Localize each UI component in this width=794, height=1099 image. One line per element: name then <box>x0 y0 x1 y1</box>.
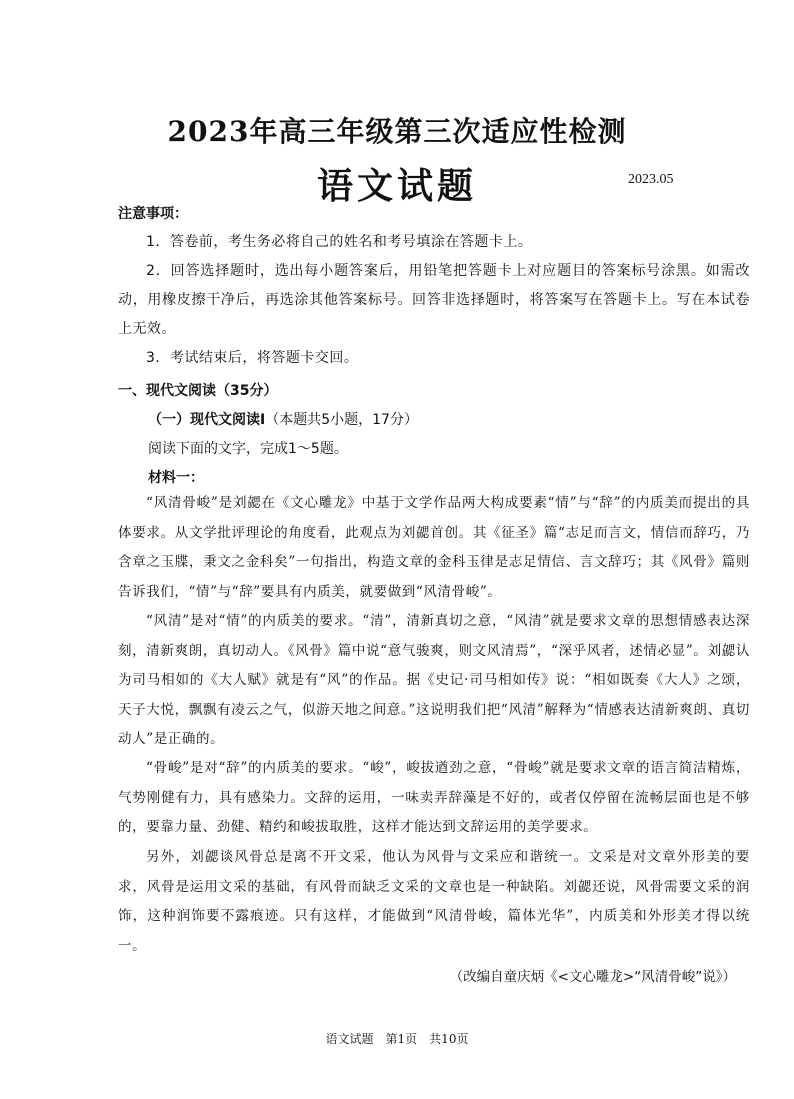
material-paragraph-2: “风清”是对“情”的内质美的要求。“清”，清新真切之意，“风清”就是要求文章的思想情感表达深刻，清新爽朗，真切动人。《风骨》篇中说“意气骏爽，则文风清焉”，“深乎风者，述情必显”。刘勰认为司马相如的《大人赋》就是有“风”的作品。据《史记·司马相如传》说：“相如既奏《大人》之颂，天子大悦，飘飘有凌云之气，似游天地之间意。”这说明我们把“风清”解释为“情感表达清新爽朗、真切动人”是正确的。 <box>118 613 750 747</box>
material-source: （改编自童庆炳《<文心雕龙>“风清骨峻”说》） <box>449 969 736 985</box>
material-paragraph-4: 另外，刘勰谈风骨总是离不开文采，他认为风骨与文采应和谐统一。文采是对文章外形美的要求，风骨是运用文采的基础，有风骨而缺乏文采的文章也是一种缺陷。刘勰还说，风骨需要文采的润饰，这种润饰要不露痕迹。只有这样，才能做到“风清骨峻，篇体光华”，内质美和外形美才得以统一。 <box>118 849 750 954</box>
notice-item-1: 1．答卷前，考生务必将自己的姓名和考号填涂在答题卡上。 <box>146 234 533 250</box>
exam-title: 2023年高三年级第三次适应性检测 <box>167 115 627 148</box>
subsection-title-bold: （一）现代文阅读Ⅰ <box>148 412 266 428</box>
section-title: 一、现代文阅读（35分） <box>118 383 278 399</box>
notice-heading: 注意事项： <box>118 206 188 222</box>
page-footer: 语文试题 第1页 共10页 <box>325 1032 469 1046</box>
notice-item-3: 3．考试结束后，将答题卡交回。 <box>146 350 359 366</box>
subsection-title-note: （本题共5小题，17分） <box>265 412 418 428</box>
subsection-title <box>148 409 418 429</box>
reading-instruction: 阅读下面的文字，完成1～5题。 <box>148 441 348 457</box>
material-label: 材料一： <box>148 470 204 486</box>
material-paragraph-3: “骨峻”是对“辞”的内质美的要求。“峻”，峻拔遒劲之意，“骨峻”就是要求文章的语言简洁精炼，气势刚健有力，具有感染力。文辞的运用，一味卖弄辞藻是不好的，或者仅停留在流畅层面也是不够的，要靠力量、劲健、精约和峻拔取胜，这样才能达到文辞运用的美学要求。 <box>118 760 750 835</box>
exam-subtitle: 语文试题 <box>316 165 477 207</box>
notice-item-2: 2．回答选择题时，选出每小题答案后，用铅笔把答题卡上对应题目的答案标号涂黑。如需改动，用橡皮擦干净后，再选涂其他答案标号。回答非选择题时，将答案写在答题卡上。写在本试卷上无效。 <box>118 263 750 337</box>
material-paragraph-1: “风清骨峻”是刘勰在《文心雕龙》中基于文学作品两大构成要素“情”与“辞”的内质美而提出的具体要求。从文学批评理论的角度看，此观点为刘勰首创。其《征圣》篇“志足而言文，情信而辞巧，乃含章之玉牒，秉文之金科矣”一句指出，构造文章的金科玉律是志足情信、言文辞巧；其《风骨》篇则告诉我们，“情”与“辞”要具有内质美，就要做到“风清骨峻”。 <box>118 495 750 600</box>
exam-date: 2023.05 <box>628 172 674 187</box>
